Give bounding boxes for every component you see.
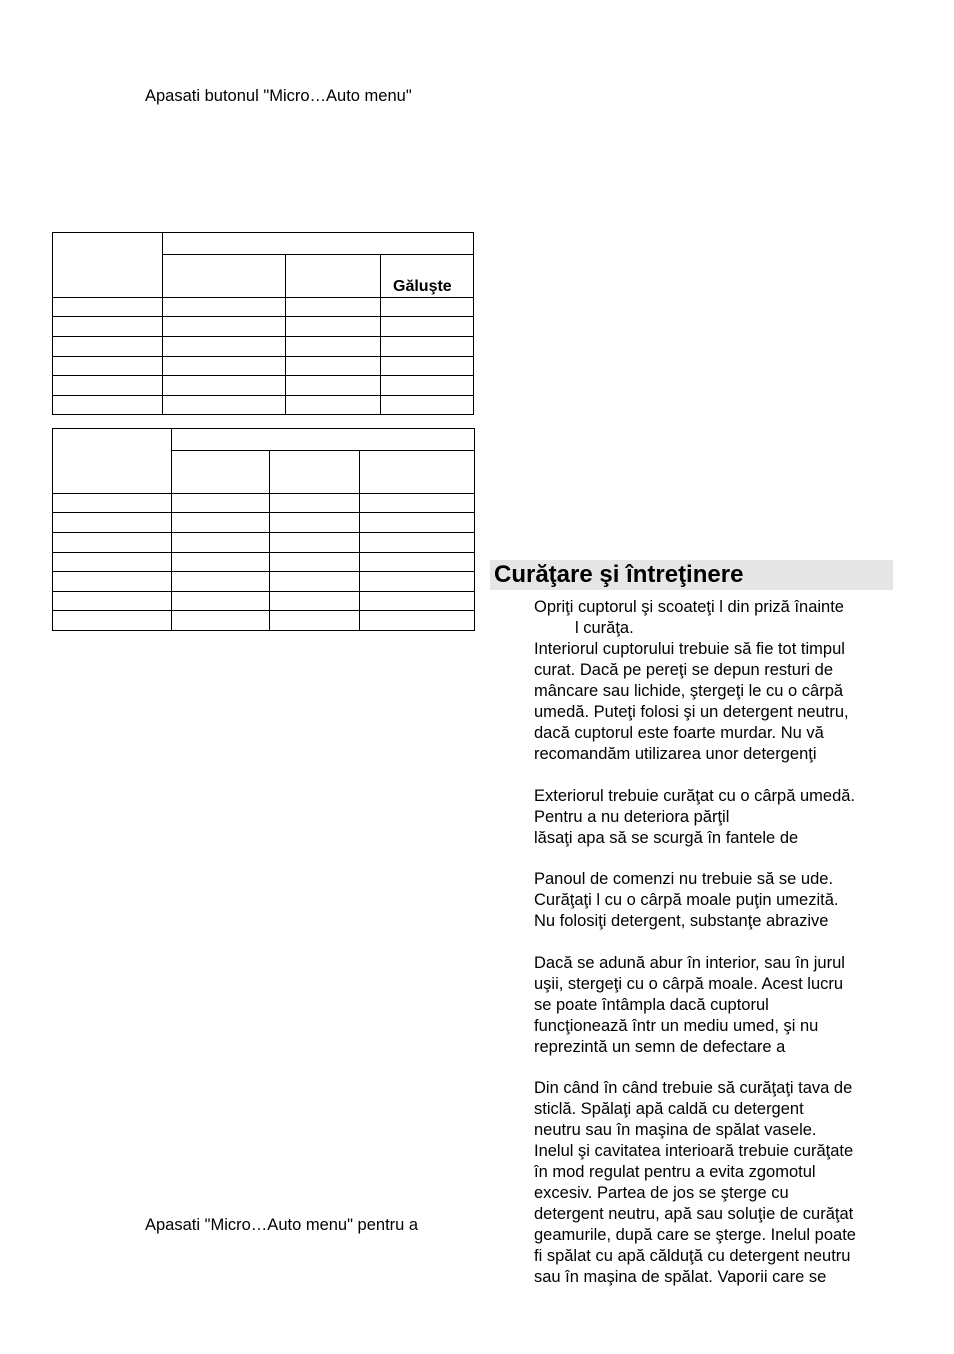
table-row bbox=[53, 357, 474, 376]
table-1 bbox=[52, 232, 474, 415]
table-1-group-header bbox=[163, 233, 474, 255]
text-line: sticlă. Spălaţi apă caldă cu detergent bbox=[534, 1100, 804, 1118]
text-line: curat. Dacă pe pereţi se depun resturi de bbox=[534, 661, 834, 679]
text-line: mâncare sau lichide, ştergeţi le cu o cârpă bbox=[534, 682, 844, 700]
text-line: Opriţi cuptorul şi scoateţi l din priză înainte bbox=[534, 598, 844, 616]
table-row bbox=[53, 337, 474, 357]
text-line: în mod regulat pentru a evita zgomotul bbox=[534, 1163, 816, 1181]
text-line: funcţionează într un mediu umed, şi nu bbox=[534, 1017, 819, 1035]
table-row bbox=[53, 376, 474, 396]
text-line: geamurile, după care se şterge. Inelul poate bbox=[534, 1226, 856, 1244]
table-2-col-header bbox=[172, 451, 270, 494]
text-line: Curăţaţi l cu o cârpă moale puţin umezită. bbox=[534, 891, 839, 909]
table-2-col-header bbox=[270, 451, 360, 494]
text-line: umedă. Puteţi folosi şi un detergent neutru, bbox=[534, 703, 849, 721]
table-row bbox=[53, 592, 475, 611]
text-line: Dacă se adună abur în interior, sau în jurul bbox=[534, 954, 845, 972]
text-line: neutru sau în maşina de spălat vasele. bbox=[534, 1121, 817, 1139]
table-row bbox=[53, 572, 475, 592]
text-line: fi spălat cu apă călduţă cu detergent neutru bbox=[534, 1247, 851, 1265]
table-1-col-header bbox=[163, 255, 286, 298]
paragraph-2 bbox=[534, 786, 904, 849]
text-line: lăsaţi apa să se scurgă în fantele de bbox=[534, 829, 799, 847]
table-2 bbox=[52, 428, 475, 631]
text-line: Exteriorul trebuie curăţat cu o cârpă umedă. bbox=[534, 787, 856, 805]
table-row bbox=[53, 298, 474, 317]
text-line: l curăţa. bbox=[575, 619, 634, 637]
text-line: uşii, stergeţi cu o cârpă moale. Acest lucru bbox=[534, 975, 844, 993]
table-2-row-header bbox=[53, 429, 172, 494]
top-instruction: Apasati butonul "Micro…Auto menu" bbox=[145, 87, 412, 105]
table-row bbox=[53, 513, 475, 533]
table-row bbox=[53, 317, 474, 337]
table-2-col-header bbox=[360, 451, 475, 494]
paragraph-3 bbox=[534, 869, 904, 932]
paragraph-1 bbox=[534, 597, 904, 765]
table-row bbox=[53, 494, 475, 513]
paragraph-4 bbox=[534, 953, 904, 1058]
table-2-group-header bbox=[172, 429, 475, 451]
text-line: Inelul şi cavitatea interioară trebuie curăţate bbox=[534, 1142, 854, 1160]
table-1-col-header bbox=[286, 255, 381, 298]
text-line: se poate întâmpla dacă cuptorul bbox=[534, 996, 769, 1014]
text-line: Din când în când trebuie să curăţaţi tava de bbox=[534, 1079, 853, 1097]
paragraph-5 bbox=[534, 1078, 904, 1288]
table-row bbox=[53, 396, 474, 415]
table-1-row-header bbox=[53, 233, 163, 298]
section-heading: Curăţare şi întreţinere bbox=[490, 560, 893, 590]
text-line: dacă cuptorul este foarte murdar. Nu vă bbox=[534, 724, 824, 742]
table-row bbox=[53, 533, 475, 553]
text-line: Nu folosiţi detergent, substanţe abrazive bbox=[534, 912, 829, 930]
text-line: Panoul de comenzi nu trebuie să se ude. bbox=[534, 870, 834, 888]
table-row bbox=[53, 611, 475, 631]
table-1-col-header-galuste: Găluşte bbox=[381, 255, 474, 298]
text-line: detergent neutru, apă sau soluţie de curăţat bbox=[534, 1205, 854, 1223]
text-line: recomandăm utilizarea unor detergenţi bbox=[534, 745, 817, 763]
text-line: Pentru a nu deteriora părţil bbox=[534, 808, 730, 826]
text-line: sau în maşina de spălat. Vaporii care se bbox=[534, 1268, 827, 1286]
bottom-instruction: Apasati "Micro…Auto menu" pentru a bbox=[145, 1216, 419, 1234]
text-line: Interiorul cuptorului trebuie să fie tot timpul bbox=[534, 640, 845, 658]
table-row bbox=[53, 553, 475, 572]
text-line: reprezintă un semn de defectare a bbox=[534, 1038, 786, 1056]
text-line: excesiv. Partea de jos se şterge cu bbox=[534, 1184, 789, 1202]
